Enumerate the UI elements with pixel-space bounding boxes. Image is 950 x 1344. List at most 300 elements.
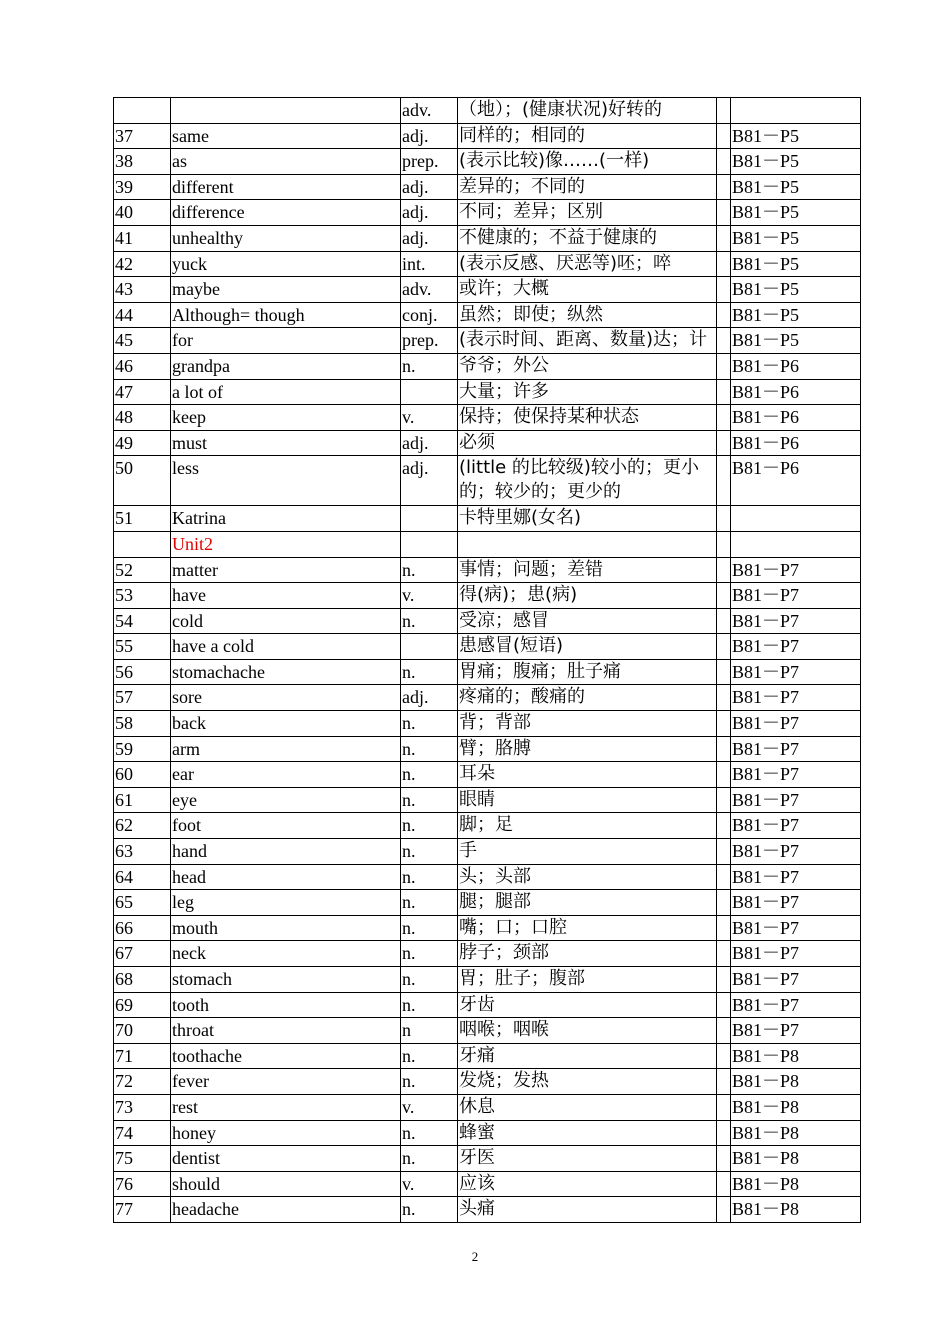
spacer-cell bbox=[717, 967, 731, 993]
word-cell: back bbox=[171, 711, 401, 737]
part-of-speech-cell: n. bbox=[401, 915, 458, 941]
page-reference-cell: B81－P7 bbox=[731, 557, 861, 583]
word-cell: foot bbox=[171, 813, 401, 839]
row-number-cell: 50 bbox=[114, 456, 171, 506]
page-reference-cell bbox=[731, 506, 861, 532]
table-row bbox=[114, 1197, 861, 1223]
part-of-speech-cell: n. bbox=[401, 992, 458, 1018]
part-of-speech-cell: n. bbox=[401, 967, 458, 993]
row-number-cell: 77 bbox=[114, 1197, 171, 1223]
page-reference-cell: B81－P7 bbox=[731, 813, 861, 839]
spacer-cell bbox=[717, 787, 731, 813]
spacer-cell bbox=[717, 251, 731, 277]
part-of-speech-cell: adj. bbox=[401, 123, 458, 149]
chinese-meaning-cell: 不同；差异；区别 bbox=[458, 200, 717, 226]
word-cell: headache bbox=[171, 1197, 401, 1223]
chinese-meaning-cell: 必须 bbox=[458, 430, 717, 456]
page-reference-cell: B81－P8 bbox=[731, 1043, 861, 1069]
word-cell: tooth bbox=[171, 992, 401, 1018]
page-reference-cell bbox=[731, 98, 861, 124]
row-number-cell bbox=[114, 98, 171, 124]
table-row bbox=[114, 1018, 861, 1044]
word-cell: rest bbox=[171, 1094, 401, 1120]
chinese-meaning-cell: 受凉；感冒 bbox=[458, 608, 717, 634]
part-of-speech-cell: n. bbox=[401, 1197, 458, 1223]
spacer-cell bbox=[717, 456, 731, 506]
spacer-cell bbox=[717, 557, 731, 583]
word-cell: matter bbox=[171, 557, 401, 583]
page-reference-cell: B81－P7 bbox=[731, 659, 861, 685]
row-number-cell bbox=[114, 531, 171, 557]
spacer-cell bbox=[717, 1146, 731, 1172]
word-cell: eye bbox=[171, 787, 401, 813]
table-row bbox=[114, 685, 861, 711]
chinese-meaning-cell: 发烧；发热 bbox=[458, 1069, 717, 1095]
table-row bbox=[114, 149, 861, 175]
table-row bbox=[114, 583, 861, 609]
part-of-speech-cell: n. bbox=[401, 787, 458, 813]
table-row bbox=[114, 608, 861, 634]
row-number-cell: 37 bbox=[114, 123, 171, 149]
table-row bbox=[114, 634, 861, 660]
part-of-speech-cell: n. bbox=[401, 557, 458, 583]
word-cell: neck bbox=[171, 941, 401, 967]
row-number-cell: 53 bbox=[114, 583, 171, 609]
part-of-speech-cell: adj. bbox=[401, 225, 458, 251]
spacer-cell bbox=[717, 915, 731, 941]
table-row bbox=[114, 941, 861, 967]
word-cell: yuck bbox=[171, 251, 401, 277]
chinese-meaning-cell: (表示时间、距离、数量)达；计 bbox=[458, 328, 717, 354]
row-number-cell: 61 bbox=[114, 787, 171, 813]
table-row bbox=[114, 225, 861, 251]
row-number-cell: 41 bbox=[114, 225, 171, 251]
page-reference-cell: B81－P8 bbox=[731, 1069, 861, 1095]
table-row bbox=[114, 456, 861, 506]
part-of-speech-cell: adv. bbox=[401, 98, 458, 124]
word-cell: mouth bbox=[171, 915, 401, 941]
page-reference-cell: B81－P7 bbox=[731, 967, 861, 993]
spacer-cell bbox=[717, 634, 731, 660]
part-of-speech-cell: n. bbox=[401, 1146, 458, 1172]
chinese-meaning-cell: 牙齿 bbox=[458, 992, 717, 1018]
spacer-cell bbox=[717, 1197, 731, 1223]
word-cell: dentist bbox=[171, 1146, 401, 1172]
word-cell: less bbox=[171, 456, 401, 506]
word-cell: Although= though bbox=[171, 302, 401, 328]
chinese-meaning-cell: 或许；大概 bbox=[458, 277, 717, 303]
part-of-speech-cell: n. bbox=[401, 736, 458, 762]
table-row bbox=[114, 1094, 861, 1120]
chinese-meaning-cell: 患感冒(短语) bbox=[458, 634, 717, 660]
part-of-speech-cell: n. bbox=[401, 839, 458, 865]
chinese-meaning-cell: 虽然；即使；纵然 bbox=[458, 302, 717, 328]
part-of-speech-cell: n. bbox=[401, 762, 458, 788]
word-cell: as bbox=[171, 149, 401, 175]
spacer-cell bbox=[717, 992, 731, 1018]
chinese-meaning-cell: 差异的；不同的 bbox=[458, 174, 717, 200]
table-row bbox=[114, 839, 861, 865]
word-cell: stomach bbox=[171, 967, 401, 993]
chinese-meaning-cell: 保持；使保持某种状态 bbox=[458, 405, 717, 431]
spacer-cell bbox=[717, 583, 731, 609]
spacer-cell bbox=[717, 711, 731, 737]
spacer-cell bbox=[717, 174, 731, 200]
row-number-cell: 54 bbox=[114, 608, 171, 634]
table-row bbox=[114, 506, 861, 532]
table-row bbox=[114, 1171, 861, 1197]
part-of-speech-cell: n. bbox=[401, 813, 458, 839]
row-number-cell: 67 bbox=[114, 941, 171, 967]
table-row bbox=[114, 405, 861, 431]
chinese-meaning-cell: 卡特里娜(女名) bbox=[458, 506, 717, 532]
chinese-meaning-cell: 手 bbox=[458, 839, 717, 865]
spacer-cell bbox=[717, 353, 731, 379]
word-cell: throat bbox=[171, 1018, 401, 1044]
spacer-cell bbox=[717, 506, 731, 532]
page-reference-cell: B81－P5 bbox=[731, 225, 861, 251]
spacer-cell bbox=[717, 1171, 731, 1197]
page-reference-cell: B81－P7 bbox=[731, 685, 861, 711]
spacer-cell bbox=[717, 736, 731, 762]
word-cell: have a cold bbox=[171, 634, 401, 660]
part-of-speech-cell bbox=[401, 506, 458, 532]
row-number-cell: 64 bbox=[114, 864, 171, 890]
spacer-cell bbox=[717, 608, 731, 634]
table-row bbox=[114, 1069, 861, 1095]
word-cell: have bbox=[171, 583, 401, 609]
spacer-cell bbox=[717, 225, 731, 251]
chinese-meaning-cell: 臂；胳膊 bbox=[458, 736, 717, 762]
chinese-meaning-cell: 牙医 bbox=[458, 1146, 717, 1172]
row-number-cell: 75 bbox=[114, 1146, 171, 1172]
word-cell: fever bbox=[171, 1069, 401, 1095]
table-row bbox=[114, 762, 861, 788]
word-cell: ear bbox=[171, 762, 401, 788]
word-cell: toothache bbox=[171, 1043, 401, 1069]
row-number-cell: 39 bbox=[114, 174, 171, 200]
page-reference-cell: B81－P8 bbox=[731, 1146, 861, 1172]
part-of-speech-cell: prep. bbox=[401, 328, 458, 354]
table-row bbox=[114, 174, 861, 200]
page-reference-cell: B81－P8 bbox=[731, 1197, 861, 1223]
word-cell: for bbox=[171, 328, 401, 354]
table-row bbox=[114, 302, 861, 328]
spacer-cell bbox=[717, 659, 731, 685]
word-cell: should bbox=[171, 1171, 401, 1197]
word-cell: leg bbox=[171, 890, 401, 916]
page-reference-cell: B81－P6 bbox=[731, 379, 861, 405]
row-number-cell: 66 bbox=[114, 915, 171, 941]
chinese-meaning-cell: 得(病)；患(病) bbox=[458, 583, 717, 609]
word-cell: Unit2 bbox=[171, 531, 401, 557]
spacer-cell bbox=[717, 1120, 731, 1146]
unit-heading-row bbox=[114, 531, 861, 557]
row-number-cell: 55 bbox=[114, 634, 171, 660]
spacer-cell bbox=[717, 98, 731, 124]
page-reference-cell: B81－P6 bbox=[731, 353, 861, 379]
row-number-cell: 42 bbox=[114, 251, 171, 277]
spacer-cell bbox=[717, 864, 731, 890]
table-row bbox=[114, 200, 861, 226]
table-row bbox=[114, 890, 861, 916]
part-of-speech-cell: adj. bbox=[401, 174, 458, 200]
word-cell: a lot of bbox=[171, 379, 401, 405]
table-row bbox=[114, 430, 861, 456]
spacer-cell bbox=[717, 302, 731, 328]
word-cell: different bbox=[171, 174, 401, 200]
chinese-meaning-cell: 爷爷；外公 bbox=[458, 353, 717, 379]
table-row bbox=[114, 1043, 861, 1069]
spacer-cell bbox=[717, 941, 731, 967]
table-row bbox=[114, 353, 861, 379]
part-of-speech-cell bbox=[401, 531, 458, 557]
spacer-cell bbox=[717, 328, 731, 354]
part-of-speech-cell: int. bbox=[401, 251, 458, 277]
table-row bbox=[114, 711, 861, 737]
row-number-cell: 76 bbox=[114, 1171, 171, 1197]
row-number-cell: 62 bbox=[114, 813, 171, 839]
spacer-cell bbox=[717, 839, 731, 865]
part-of-speech-cell: n bbox=[401, 1018, 458, 1044]
table-row bbox=[114, 277, 861, 303]
part-of-speech-cell: n. bbox=[401, 1043, 458, 1069]
page-reference-cell: B81－P5 bbox=[731, 251, 861, 277]
chinese-meaning-cell: 胃；肚子；腹部 bbox=[458, 967, 717, 993]
chinese-meaning-cell: （地）；(健康状况)好转的 bbox=[458, 98, 717, 124]
word-cell: head bbox=[171, 864, 401, 890]
part-of-speech-cell: n. bbox=[401, 659, 458, 685]
table-row bbox=[114, 813, 861, 839]
page-reference-cell: B81－P7 bbox=[731, 839, 861, 865]
word-cell: must bbox=[171, 430, 401, 456]
page-reference-cell: B81－P7 bbox=[731, 762, 861, 788]
part-of-speech-cell: n. bbox=[401, 1120, 458, 1146]
part-of-speech-cell: v. bbox=[401, 1094, 458, 1120]
chinese-meaning-cell: (little 的比较级)较小的；更小的；较少的；更少的 bbox=[458, 456, 717, 506]
spacer-cell bbox=[717, 1069, 731, 1095]
page-reference-cell: B81－P8 bbox=[731, 1171, 861, 1197]
row-number-cell: 56 bbox=[114, 659, 171, 685]
chinese-meaning-cell: (表示比较)像……(一样) bbox=[458, 149, 717, 175]
chinese-meaning-cell: 休息 bbox=[458, 1094, 717, 1120]
word-cell: hand bbox=[171, 839, 401, 865]
part-of-speech-cell: n. bbox=[401, 1069, 458, 1095]
word-cell: stomachache bbox=[171, 659, 401, 685]
word-cell: arm bbox=[171, 736, 401, 762]
table-row bbox=[114, 379, 861, 405]
page-reference-cell: B81－P7 bbox=[731, 634, 861, 660]
row-number-cell: 71 bbox=[114, 1043, 171, 1069]
page-reference-cell: B81－P6 bbox=[731, 456, 861, 506]
part-of-speech-cell: adj. bbox=[401, 200, 458, 226]
table-row bbox=[114, 1146, 861, 1172]
part-of-speech-cell: n. bbox=[401, 353, 458, 379]
chinese-meaning-cell: 嘴；口；口腔 bbox=[458, 915, 717, 941]
row-number-cell: 63 bbox=[114, 839, 171, 865]
part-of-speech-cell: adv. bbox=[401, 277, 458, 303]
word-cell: unhealthy bbox=[171, 225, 401, 251]
row-number-cell: 72 bbox=[114, 1069, 171, 1095]
word-cell: keep bbox=[171, 405, 401, 431]
chinese-meaning-cell: (表示反感、厌恶等)呸；啐 bbox=[458, 251, 717, 277]
page-reference-cell: B81－P8 bbox=[731, 1094, 861, 1120]
part-of-speech-cell: adj. bbox=[401, 456, 458, 506]
table-row bbox=[114, 659, 861, 685]
page-reference-cell: B81－P5 bbox=[731, 328, 861, 354]
row-number-cell: 44 bbox=[114, 302, 171, 328]
table-row bbox=[114, 915, 861, 941]
chinese-meaning-cell: 牙痛 bbox=[458, 1043, 717, 1069]
chinese-meaning-cell: 背；背部 bbox=[458, 711, 717, 737]
row-number-cell: 74 bbox=[114, 1120, 171, 1146]
page-reference-cell: B81－P5 bbox=[731, 277, 861, 303]
word-cell: same bbox=[171, 123, 401, 149]
row-number-cell: 73 bbox=[114, 1094, 171, 1120]
chinese-meaning-cell: 脚；足 bbox=[458, 813, 717, 839]
chinese-meaning-cell: 头痛 bbox=[458, 1197, 717, 1223]
row-number-cell: 60 bbox=[114, 762, 171, 788]
page-reference-cell: B81－P7 bbox=[731, 864, 861, 890]
chinese-meaning-cell: 胃痛；腹痛；肚子痛 bbox=[458, 659, 717, 685]
spacer-cell bbox=[717, 123, 731, 149]
spacer-cell bbox=[717, 379, 731, 405]
chinese-meaning-cell: 蜂蜜 bbox=[458, 1120, 717, 1146]
word-cell: grandpa bbox=[171, 353, 401, 379]
page-reference-cell: B81－P6 bbox=[731, 405, 861, 431]
page-reference-cell: B81－P7 bbox=[731, 711, 861, 737]
row-number-cell: 58 bbox=[114, 711, 171, 737]
row-number-cell: 65 bbox=[114, 890, 171, 916]
row-number-cell: 51 bbox=[114, 506, 171, 532]
page-reference-cell: B81－P7 bbox=[731, 890, 861, 916]
part-of-speech-cell: v. bbox=[401, 583, 458, 609]
row-number-cell: 46 bbox=[114, 353, 171, 379]
spacer-cell bbox=[717, 149, 731, 175]
part-of-speech-cell bbox=[401, 379, 458, 405]
chinese-meaning-cell: 耳朵 bbox=[458, 762, 717, 788]
row-number-cell: 40 bbox=[114, 200, 171, 226]
chinese-meaning-cell: 应该 bbox=[458, 1171, 717, 1197]
part-of-speech-cell: conj. bbox=[401, 302, 458, 328]
chinese-meaning-cell: 眼睛 bbox=[458, 787, 717, 813]
table-row bbox=[114, 557, 861, 583]
word-cell: honey bbox=[171, 1120, 401, 1146]
table-row bbox=[114, 123, 861, 149]
word-cell: cold bbox=[171, 608, 401, 634]
part-of-speech-cell: n. bbox=[401, 890, 458, 916]
word-cell: sore bbox=[171, 685, 401, 711]
page-reference-cell: B81－P7 bbox=[731, 736, 861, 762]
row-number-cell: 52 bbox=[114, 557, 171, 583]
page-reference-cell: B81－P7 bbox=[731, 915, 861, 941]
row-number-cell: 49 bbox=[114, 430, 171, 456]
part-of-speech-cell: n. bbox=[401, 864, 458, 890]
row-number-cell: 69 bbox=[114, 992, 171, 1018]
spacer-cell bbox=[717, 1018, 731, 1044]
spacer-cell bbox=[717, 685, 731, 711]
spacer-cell bbox=[717, 1043, 731, 1069]
table-row bbox=[114, 736, 861, 762]
row-number-cell: 43 bbox=[114, 277, 171, 303]
spacer-cell bbox=[717, 430, 731, 456]
table-row bbox=[114, 1120, 861, 1146]
page-reference-cell bbox=[731, 531, 861, 557]
page-reference-cell: B81－P7 bbox=[731, 608, 861, 634]
spacer-cell bbox=[717, 200, 731, 226]
page-reference-cell: B81－P5 bbox=[731, 200, 861, 226]
part-of-speech-cell: adj. bbox=[401, 430, 458, 456]
table-row bbox=[114, 98, 861, 124]
word-cell bbox=[171, 98, 401, 124]
vocabulary-table-body bbox=[114, 98, 861, 1223]
spacer-cell bbox=[717, 762, 731, 788]
page-reference-cell: B81－P7 bbox=[731, 941, 861, 967]
chinese-meaning-cell: 疼痛的；酸痛的 bbox=[458, 685, 717, 711]
spacer-cell bbox=[717, 890, 731, 916]
table-row bbox=[114, 328, 861, 354]
row-number-cell: 45 bbox=[114, 328, 171, 354]
part-of-speech-cell bbox=[401, 634, 458, 660]
page-reference-cell: B81－P6 bbox=[731, 430, 861, 456]
chinese-meaning-cell: 事情；问题；差错 bbox=[458, 557, 717, 583]
chinese-meaning-cell: 头；头部 bbox=[458, 864, 717, 890]
table-row bbox=[114, 864, 861, 890]
page-reference-cell: B81－P5 bbox=[731, 174, 861, 200]
chinese-meaning-cell: 同样的；相同的 bbox=[458, 123, 717, 149]
table-row bbox=[114, 992, 861, 1018]
spacer-cell bbox=[717, 813, 731, 839]
row-number-cell: 57 bbox=[114, 685, 171, 711]
word-cell: Katrina bbox=[171, 506, 401, 532]
chinese-meaning-cell: 咽喉；咽喉 bbox=[458, 1018, 717, 1044]
spacer-cell bbox=[717, 531, 731, 557]
table-row bbox=[114, 251, 861, 277]
chinese-meaning-cell: 脖子；颈部 bbox=[458, 941, 717, 967]
spacer-cell bbox=[717, 405, 731, 431]
chinese-meaning-cell: 大量；许多 bbox=[458, 379, 717, 405]
page-reference-cell: B81－P8 bbox=[731, 1120, 861, 1146]
word-cell: difference bbox=[171, 200, 401, 226]
part-of-speech-cell: n. bbox=[401, 608, 458, 634]
row-number-cell: 68 bbox=[114, 967, 171, 993]
chinese-meaning-cell bbox=[458, 531, 717, 557]
vocabulary-table bbox=[113, 97, 861, 1223]
table-row bbox=[114, 967, 861, 993]
row-number-cell: 38 bbox=[114, 149, 171, 175]
word-cell: maybe bbox=[171, 277, 401, 303]
page-number: 2 bbox=[471, 1249, 479, 1264]
page-reference-cell: B81－P7 bbox=[731, 583, 861, 609]
table-row bbox=[114, 787, 861, 813]
page-reference-cell: B81－P5 bbox=[731, 149, 861, 175]
part-of-speech-cell: v. bbox=[401, 1171, 458, 1197]
part-of-speech-cell: n. bbox=[401, 941, 458, 967]
row-number-cell: 59 bbox=[114, 736, 171, 762]
part-of-speech-cell: prep. bbox=[401, 149, 458, 175]
row-number-cell: 47 bbox=[114, 379, 171, 405]
page-reference-cell: B81－P7 bbox=[731, 992, 861, 1018]
page-reference-cell: B81－P5 bbox=[731, 123, 861, 149]
chinese-meaning-cell: 腿；腿部 bbox=[458, 890, 717, 916]
spacer-cell bbox=[717, 1094, 731, 1120]
part-of-speech-cell: n. bbox=[401, 711, 458, 737]
row-number-cell: 70 bbox=[114, 1018, 171, 1044]
spacer-cell bbox=[717, 277, 731, 303]
page-reference-cell: B81－P5 bbox=[731, 302, 861, 328]
chinese-meaning-cell: 不健康的；不益于健康的 bbox=[458, 225, 717, 251]
row-number-cell: 48 bbox=[114, 405, 171, 431]
